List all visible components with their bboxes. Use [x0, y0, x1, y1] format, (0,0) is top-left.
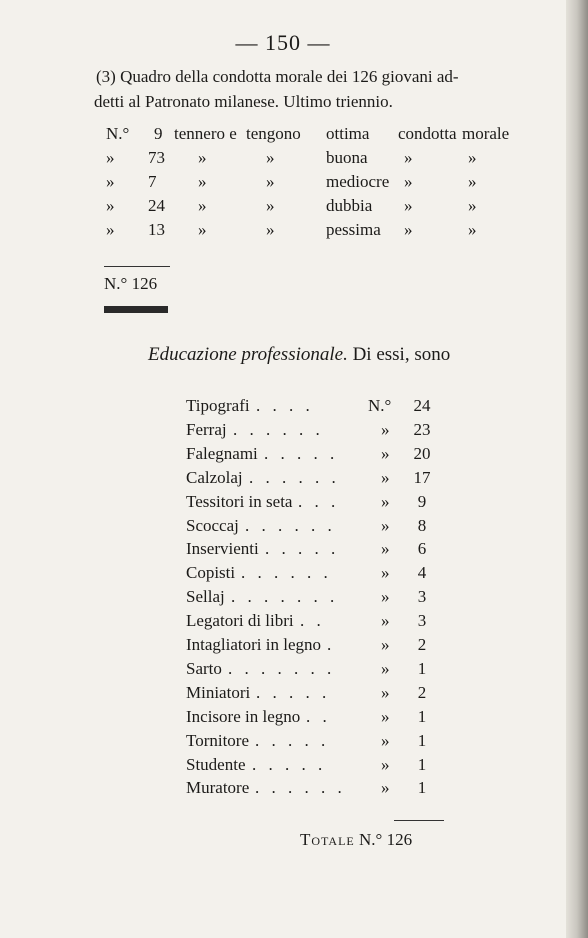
trade-name: Miniatori [186, 682, 251, 702]
row-verb-1: » [198, 196, 207, 215]
trade-count: 3 [417, 611, 427, 631]
row-verb-2: » [266, 196, 275, 215]
leader-dots: . . . . . . . [228, 658, 336, 678]
trade-count: 1 [417, 706, 427, 726]
trade-row [186, 633, 446, 657]
leader-dots: . . . . . [255, 730, 330, 750]
trade-count: 2 [417, 635, 427, 654]
trade-mark: » [381, 635, 390, 654]
total-label: Totale [300, 830, 355, 849]
trade-name: Tornitore [186, 730, 250, 750]
trade-name: Copisti [186, 563, 236, 583]
trade-name: Calzolaj [186, 467, 243, 487]
trade-count: 23 [413, 419, 431, 439]
row-tail-1: » [404, 196, 413, 215]
trade-row [186, 657, 446, 681]
row-label: ottima [326, 124, 370, 143]
trade-mark: » [381, 730, 390, 750]
trade-mark: » [381, 515, 390, 535]
trade-row [186, 561, 446, 585]
trades-total [300, 830, 412, 850]
page-number: — 150 — [235, 30, 331, 55]
ink-bar [104, 306, 168, 313]
trade-row [186, 585, 446, 609]
trade-count: 3 [417, 587, 427, 607]
leader-dots: . . . . . . [233, 419, 324, 439]
row-label: buona [326, 148, 368, 167]
trade-count: 1 [417, 754, 427, 774]
leader-dots: . [327, 635, 336, 654]
row-verb-2: » [266, 220, 275, 239]
paragraph-line-2: detti al Patronato milanese. Ultimo triennio. [94, 92, 393, 111]
row-prefix: » [106, 220, 115, 239]
trade-row [186, 514, 446, 538]
trade-row [186, 729, 446, 753]
trade-name: Intagliatori in legno [186, 635, 322, 654]
trade-mark: » [381, 419, 390, 439]
row-tail-1: » [404, 148, 413, 167]
row-prefix: » [106, 172, 115, 191]
trade-count: 17 [413, 467, 431, 487]
trade-row [186, 753, 446, 777]
trade-mark: » [381, 754, 390, 774]
leader-dots: . . . . . [252, 754, 327, 774]
row-tail-1: condotta [398, 124, 457, 143]
row-tail-2: » [468, 148, 477, 167]
row-verb-1: tennero e [174, 124, 237, 143]
trade-mark: » [381, 778, 390, 798]
trade-mark: » [381, 563, 390, 583]
row-verb-2: » [266, 172, 275, 191]
sum-rule [394, 820, 444, 821]
trade-count: 1 [417, 778, 427, 798]
trade-name: Muratore [186, 778, 250, 798]
trade-name: Sarto [186, 658, 222, 678]
trade-row [186, 681, 446, 705]
trade-name: Sellaj [186, 587, 225, 607]
trade-count: 4 [417, 563, 427, 583]
leader-dots: . . [306, 706, 331, 726]
trade-count: 20 [413, 443, 431, 463]
trade-name: Scoccaj [186, 515, 239, 535]
row-verb-1: » [198, 220, 207, 239]
trade-row [186, 442, 446, 466]
row-label: pessima [326, 220, 381, 239]
row-tail-2: » [468, 196, 477, 215]
leader-dots: . . [300, 611, 325, 631]
trade-mark: » [381, 706, 390, 726]
row-verb-1: » [198, 148, 207, 167]
leader-dots: . . . . . [256, 682, 331, 702]
total-value: N.° 126 [359, 830, 413, 849]
trade-count: 1 [417, 730, 427, 750]
row-tail-2: » [468, 220, 477, 239]
trade-mark: » [381, 539, 390, 559]
trade-row [186, 609, 446, 633]
row-label: mediocre [326, 172, 390, 191]
trade-row [186, 466, 446, 490]
trade-name: Studente [186, 754, 246, 774]
trade-row [186, 776, 446, 800]
leader-dots: . . . [298, 491, 340, 511]
row-tail-2: » [468, 172, 477, 191]
row-count: 13 [148, 220, 165, 239]
education-heading [148, 344, 450, 366]
row-verb-1: » [198, 172, 207, 191]
trade-row [186, 537, 446, 561]
row-prefix: N.° [106, 124, 130, 143]
leader-dots: . . . . . [264, 443, 339, 463]
row-verb-2: tengono [246, 124, 301, 143]
trade-mark: » [381, 682, 390, 702]
row-tail-1: » [404, 172, 413, 191]
paragraph-line-1: (3) Quadro della condotta morale dei 126 giovani ad- [96, 67, 459, 86]
row-verb-2: » [266, 148, 275, 167]
trade-row [186, 490, 446, 514]
trade-row [186, 394, 446, 418]
trade-row [186, 418, 446, 442]
trade-name: Falegnami [186, 443, 258, 463]
leader-dots: . . . . . . [249, 467, 340, 487]
leader-dots: . . . . . [265, 539, 340, 559]
trade-mark: » [381, 467, 390, 487]
trade-count: 2 [417, 682, 427, 702]
trade-mark: N.° [368, 396, 392, 415]
row-count: 73 [148, 148, 165, 167]
leader-dots: . . . . [256, 396, 314, 415]
trade-name: Tessitori in seta [186, 491, 293, 511]
trade-count: 9 [417, 491, 427, 511]
total-rule [104, 266, 170, 267]
leader-dots: . . . . . . . [231, 587, 339, 607]
row-prefix: » [106, 148, 115, 167]
trade-mark: » [381, 443, 390, 463]
page-edge [566, 0, 588, 938]
row-count: 24 [148, 196, 165, 215]
row-prefix: » [106, 196, 115, 215]
trade-mark: » [381, 491, 390, 511]
education-heading-rest: Di essi, sono [347, 344, 451, 365]
trade-name: Tipografi [186, 396, 250, 415]
trade-name: Ferraj [186, 419, 227, 439]
trade-count: 24 [413, 396, 431, 415]
row-tail-1: » [404, 220, 413, 239]
trade-name: Legatori di libri [186, 611, 294, 631]
trade-mark: » [381, 611, 390, 631]
trade-count: 8 [417, 515, 427, 535]
trade-name: Incisore in legno [186, 706, 301, 726]
row-tail-2: morale [462, 124, 510, 143]
trade-row [186, 705, 446, 729]
row-count: 9 [154, 124, 163, 143]
trade-mark: » [381, 587, 390, 607]
education-heading-italic: Educazione professionale. [148, 344, 348, 365]
trade-mark: » [381, 658, 390, 678]
leader-dots: . . . . . . [255, 778, 346, 798]
conduct-total: N.° 126 [104, 274, 158, 293]
leader-dots: . . . . . . [245, 515, 336, 535]
row-count: 7 [148, 172, 157, 191]
footnote-paragraph [96, 64, 536, 114]
trade-count: 6 [417, 539, 427, 559]
trade-count: 1 [417, 658, 427, 678]
trade-name: Inservienti [186, 539, 259, 559]
row-label: dubbia [326, 196, 373, 215]
leader-dots: . . . . . . [241, 563, 332, 583]
